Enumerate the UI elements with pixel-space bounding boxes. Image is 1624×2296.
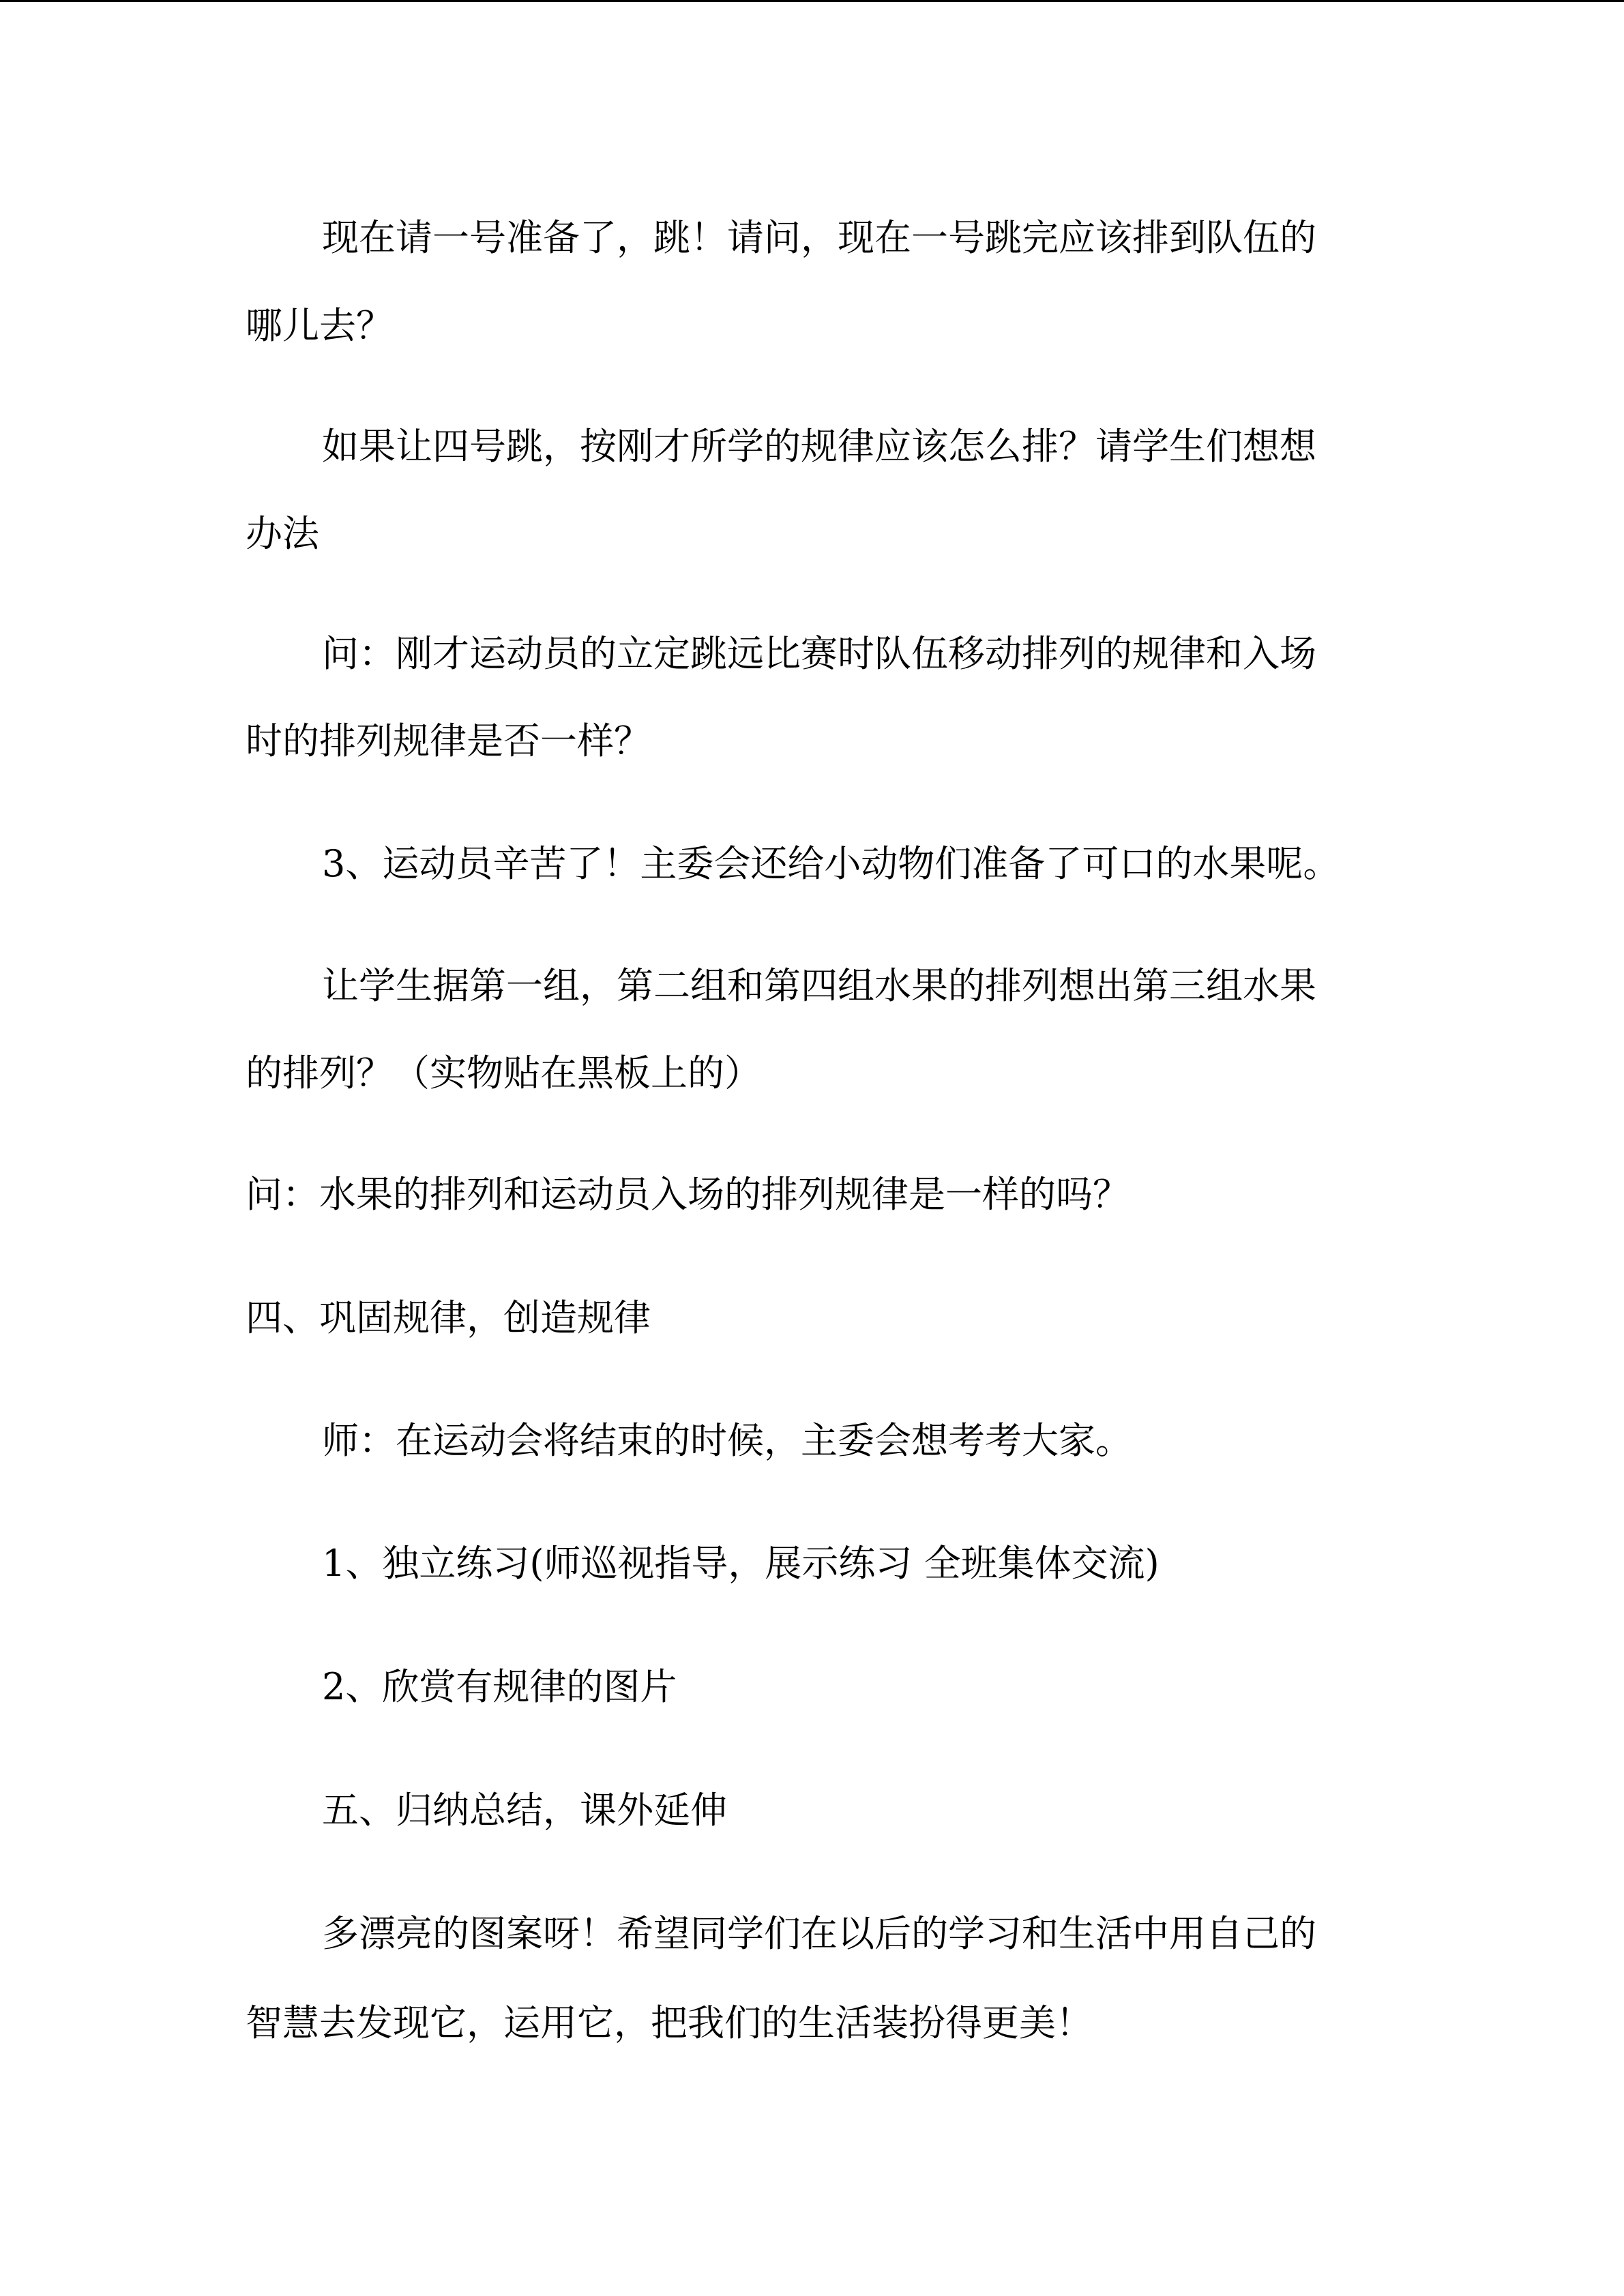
paragraph-line: 的排列？（实物贴在黑板上的） — [246, 1052, 761, 1094]
page-top-border — [0, 0, 1624, 2]
list-item: 2、欣赏有规律的图片 — [322, 1665, 677, 1708]
paragraph-line: 办法 — [246, 512, 319, 555]
paragraph-line: 让学生据第一组，第二组和第四组水果的排列想出第三组水果 — [322, 964, 1316, 1007]
paragraph-line: 多漂亮的图案呀！希望同学们在以后的学习和生活中用自己的 — [322, 1912, 1316, 1955]
paragraph-line: 师：在运动会将结束的时候，主委会想考考大家。 — [322, 1419, 1132, 1462]
paragraph-line: 时的排列规律是否一样？ — [246, 719, 651, 762]
paragraph-line: 问：刚才运动员的立定跳远比赛时队伍移动排列的规律和入场 — [322, 632, 1316, 675]
paragraph-line: 哪儿去？ — [246, 304, 393, 347]
paragraph-line: 问：水果的排列和运动员入场的排列规律是一样的吗？ — [246, 1173, 1130, 1216]
section-heading: 五、归纳总结，课外延伸 — [322, 1789, 727, 1832]
section-heading: 四、巩固规律，创造规律 — [246, 1296, 651, 1339]
paragraph-line: 3、运动员辛苦了！主委会还给小动物们准备了可口的水果呢。 — [322, 842, 1340, 885]
list-item: 1、独立练习(师巡视指导，展示练习 全班集体交流) — [322, 1542, 1160, 1585]
paragraph-line: 现在请一号准备了，跳！请问，现在一号跳完应该排到队伍的 — [322, 216, 1316, 259]
paragraph-line: 如果让四号跳，按刚才所学的规律应该怎么排？请学生们想想 — [322, 425, 1316, 468]
paragraph-line: 智慧去发现它，运用它，把我们的生活装扮得更美！ — [246, 2001, 1093, 2044]
